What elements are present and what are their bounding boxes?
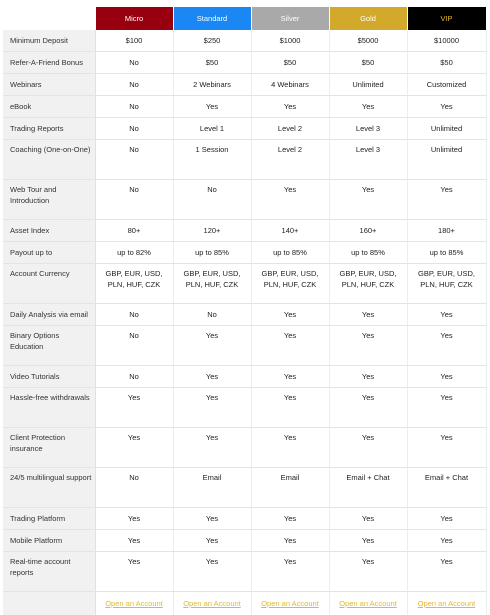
feature-value-gold: Level 3 [329,140,407,180]
feature-value-silver: Yes [251,180,329,220]
feature-value-silver: GBP, EUR, USD, PLN, HUF, CZK [251,264,329,304]
feature-value-standard: Yes [173,508,251,530]
feature-value-standard: $250 [173,30,251,52]
feature-row [3,264,486,304]
open-account-link-vip[interactable]: Open an Account [418,599,476,608]
feature-value-vip: Yes [407,388,486,428]
plan-header-vip: VIP [407,7,486,30]
feature-label: Client Protection insurance [3,428,95,468]
feature-label: Daily Analysis via email [3,304,95,326]
feature-value-silver: Level 2 [251,140,329,180]
feature-row [3,468,486,508]
feature-value-micro: No [95,304,173,326]
feature-value-vip: GBP, EUR, USD, PLN, HUF, CZK [407,264,486,304]
feature-row [3,96,486,118]
feature-value-vip: Email + Chat [407,468,486,508]
feature-value-micro: GBP, EUR, USD, PLN, HUF, CZK [95,264,173,304]
feature-label: Hassle-free withdrawals [3,388,95,428]
feature-value-micro: $100 [95,30,173,52]
feature-value-micro: Yes [95,428,173,468]
feature-value-gold: Yes [329,552,407,592]
feature-value-vip: Yes [407,304,486,326]
feature-row [3,140,486,180]
feature-value-silver: Yes [251,96,329,118]
feature-value-micro: up to 82% [95,242,173,264]
open-account-link-silver[interactable]: Open an Account [261,599,319,608]
feature-value-micro: No [95,118,173,140]
feature-value-standard: Yes [173,552,251,592]
feature-value-silver: Yes [251,428,329,468]
feature-value-standard: 2 Webinars [173,74,251,96]
feature-value-gold: Yes [329,326,407,366]
feature-value-silver: Yes [251,366,329,388]
feature-value-vip: Yes [407,180,486,220]
feature-value-gold: up to 85% [329,242,407,264]
feature-value-gold: Email + Chat [329,468,407,508]
feature-row [3,508,486,530]
feature-value-vip: $50 [407,52,486,74]
feature-row [3,180,486,220]
feature-value-micro: No [95,96,173,118]
feature-row [3,326,486,366]
feature-label: Coaching (One-on-One) [3,140,95,180]
feature-value-micro: No [95,52,173,74]
feature-value-silver: Yes [251,388,329,428]
feature-row [3,366,486,388]
feature-value-silver: $1000 [251,30,329,52]
feature-value-micro: No [95,74,173,96]
plan-header-silver: Silver [251,7,329,30]
open-account-link-micro[interactable]: Open an Account [105,599,163,608]
feature-value-vip: Yes [407,428,486,468]
footer-cell-vip [407,592,486,615]
feature-value-gold: 160+ [329,220,407,242]
feature-row [3,388,486,428]
footer-cell-micro [95,592,173,615]
feature-value-silver: Level 2 [251,118,329,140]
feature-value-vip: Unlimited [407,118,486,140]
feature-value-silver: Yes [251,552,329,592]
feature-row [3,52,486,74]
feature-value-gold: Yes [329,428,407,468]
feature-value-silver: Yes [251,304,329,326]
feature-row [3,304,486,326]
feature-value-standard: up to 85% [173,242,251,264]
feature-label: Trading Reports [3,118,95,140]
feature-value-gold: Yes [329,530,407,552]
feature-value-vip: Yes [407,96,486,118]
feature-row [3,530,486,552]
plan-header-gold: Gold [329,7,407,30]
feature-value-standard: Yes [173,96,251,118]
plan-header-standard: Standard [173,7,251,30]
feature-value-micro: No [95,326,173,366]
feature-value-silver: 140+ [251,220,329,242]
feature-value-gold: Yes [329,366,407,388]
feature-label: Payout up to [3,242,95,264]
feature-value-standard: Yes [173,388,251,428]
feature-value-gold: $5000 [329,30,407,52]
feature-value-micro: No [95,366,173,388]
feature-value-gold: Yes [329,180,407,220]
feature-value-vip: Yes [407,326,486,366]
feature-value-standard: 120+ [173,220,251,242]
feature-label: Trading Platform [3,508,95,530]
feature-label: Minimum Deposit [3,30,95,52]
feature-value-micro: No [95,140,173,180]
footer-cell-gold [329,592,407,615]
open-account-link-gold[interactable]: Open an Account [339,599,397,608]
feature-value-vip: Yes [407,508,486,530]
feature-value-silver: 4 Webinars [251,74,329,96]
feature-value-silver: Email [251,468,329,508]
feature-value-silver: $50 [251,52,329,74]
feature-row [3,30,486,52]
feature-value-vip: up to 85% [407,242,486,264]
feature-row [3,428,486,468]
feature-row [3,220,486,242]
feature-label: 24/5 multilingual support [3,468,95,508]
feature-value-silver: Yes [251,508,329,530]
feature-value-standard: 1 Session [173,140,251,180]
feature-value-vip: Unlimited [407,140,486,180]
feature-label: Asset Index [3,220,95,242]
feature-value-gold: Yes [329,96,407,118]
feature-value-standard: GBP, EUR, USD, PLN, HUF, CZK [173,264,251,304]
feature-value-standard: No [173,180,251,220]
header-blank-cell [3,7,95,30]
feature-value-silver: Yes [251,326,329,366]
feature-value-micro: No [95,180,173,220]
feature-value-micro: Yes [95,388,173,428]
feature-value-vip: 180+ [407,220,486,242]
feature-value-silver: up to 85% [251,242,329,264]
feature-value-micro: Yes [95,552,173,592]
feature-value-gold: Level 3 [329,118,407,140]
feature-value-standard: Yes [173,428,251,468]
feature-label: Mobile Platform [3,530,95,552]
feature-value-micro: Yes [95,530,173,552]
feature-value-standard: Level 1 [173,118,251,140]
feature-row [3,118,486,140]
footer-cell-silver [251,592,329,615]
footer-cell-standard [173,592,251,615]
feature-value-vip: $10000 [407,30,486,52]
feature-value-vip: Customized [407,74,486,96]
plan-header-row [3,7,486,30]
feature-value-standard: No [173,304,251,326]
feature-value-standard: $50 [173,52,251,74]
feature-value-vip: Yes [407,552,486,592]
feature-label: Web Tour and Introduction [3,180,95,220]
feature-label: Video Tutorials [3,366,95,388]
footer-blank-cell [3,592,95,615]
plan-header-micro: Micro [95,7,173,30]
feature-value-vip: Yes [407,366,486,388]
feature-label: Refer-A-Friend Bonus [3,52,95,74]
feature-row [3,552,486,592]
feature-value-gold: Yes [329,388,407,428]
feature-value-micro: Yes [95,508,173,530]
open-account-link-standard[interactable]: Open an Account [183,599,241,608]
feature-row [3,242,486,264]
feature-value-micro: 80+ [95,220,173,242]
feature-value-silver: Yes [251,530,329,552]
account-comparison-table-wrapper [3,7,486,615]
feature-value-micro: No [95,468,173,508]
feature-label: Account Currency [3,264,95,304]
feature-value-standard: Yes [173,366,251,388]
feature-value-gold: $50 [329,52,407,74]
feature-value-standard: Yes [173,326,251,366]
feature-value-gold: GBP, EUR, USD, PLN, HUF, CZK [329,264,407,304]
feature-label: Webinars [3,74,95,96]
footer-row [3,592,486,615]
feature-value-gold: Unlimited [329,74,407,96]
feature-value-vip: Yes [407,530,486,552]
feature-value-gold: Yes [329,304,407,326]
feature-label: Real-time account reports [3,552,95,592]
feature-value-standard: Email [173,468,251,508]
account-comparison-table [3,7,487,615]
feature-label: eBook [3,96,95,118]
feature-rows [3,30,486,592]
feature-label: Binary Options Education [3,326,95,366]
feature-value-standard: Yes [173,530,251,552]
feature-row [3,74,486,96]
feature-value-gold: Yes [329,508,407,530]
